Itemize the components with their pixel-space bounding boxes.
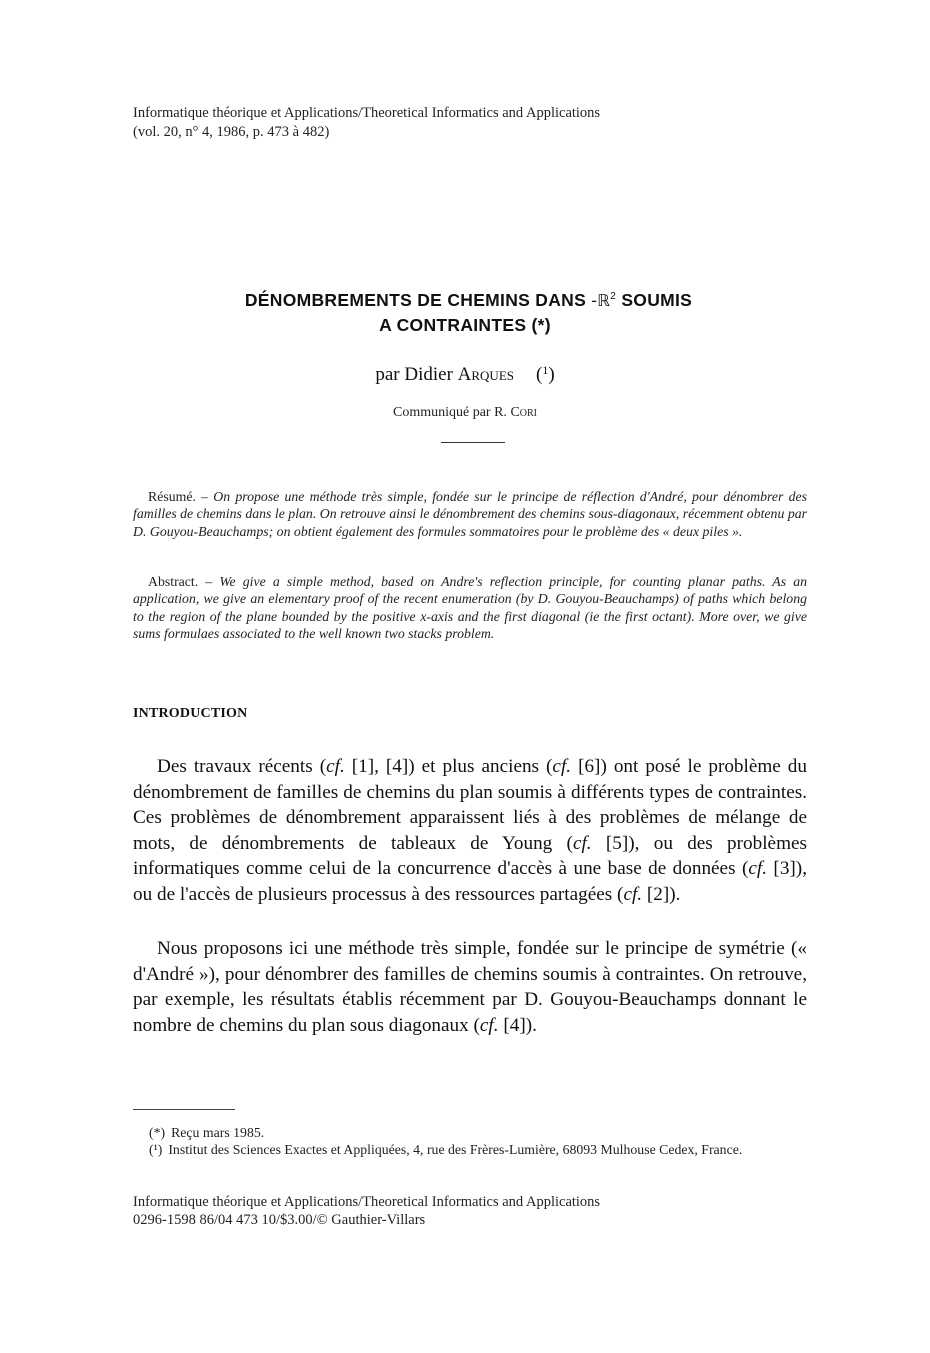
footer-issn-line: 0296-1598 86/04 473 10/$3.00/© Gauthier-Villars xyxy=(133,1212,426,1228)
author-footnote-mark xyxy=(536,364,555,385)
real-plane-symbol: -ℝ xyxy=(591,291,611,310)
footnote-received xyxy=(133,1124,807,1141)
footnote-text: Reçu mars 1985. xyxy=(171,1125,265,1140)
abstract-paragraph xyxy=(133,573,807,642)
journal-header xyxy=(133,104,813,142)
cf-abbrev: cf. xyxy=(552,756,572,777)
title-line-1 xyxy=(0,285,930,313)
resume-text: On propose une méthode très simple, fondée sur le principe de réflection d'André, pour dénombrer des familles de chemins dans le plan. On retrouve ainsi le dénombrement des chemins sous-diagonaux, récemment obtenu par D. Gouyou-Beauchamps; on obtient également des formules sommatoires pour le problème des « deux piles ». xyxy=(133,489,807,539)
communicated-name: Cori xyxy=(510,405,537,420)
resume-paragraph xyxy=(133,488,807,540)
paper-title xyxy=(0,285,930,337)
p1-segment: [1], [4]) et plus anciens ( xyxy=(344,756,553,777)
footnote-mark: (*) xyxy=(149,1125,166,1140)
author-line xyxy=(0,358,930,387)
footnote-affiliation xyxy=(133,1141,807,1158)
cf-abbrev: cf. xyxy=(326,756,345,777)
cf-abbrev: cf. xyxy=(572,832,592,854)
p1-segment: [2]). xyxy=(642,883,681,905)
abstract-lead: Abstract. – xyxy=(148,574,220,589)
real-plane-exponent: 2 xyxy=(610,291,617,302)
p2-segment: [4]). xyxy=(498,1014,537,1036)
footnote-mark: (¹) xyxy=(149,1142,163,1157)
communicated-prefix: Communiqué par R. xyxy=(393,405,511,420)
resume-lead: Résumé. – xyxy=(148,489,214,504)
body-paragraph-1 xyxy=(133,754,807,908)
p1-segment: [5]), ou des problèmes informatiques comme celui de la concurrence d'accès à une base de données ( xyxy=(133,832,807,880)
note-open: ( xyxy=(536,364,543,385)
paragraph-2-text xyxy=(133,936,807,1038)
journal-title-line: Informatique théorique et Applications/Theoretical Informatics and Applications xyxy=(133,105,601,121)
section-heading-introduction: INTRODUCTION xyxy=(133,706,248,721)
title-line-1-text: DÉNOMBREMENTS DE CHEMINS DANS xyxy=(244,290,592,310)
title-line-1-end: SOUMIS xyxy=(616,290,693,310)
cf-abbrev: cf. xyxy=(748,858,768,880)
title-separator-rule xyxy=(441,442,505,443)
paragraph-1-text xyxy=(133,754,807,908)
volume-line: (vol. 20, n° 4, 1986, p. 473 à 482) xyxy=(133,124,330,140)
title-line-2: A CONTRAINTES (*) xyxy=(379,315,551,335)
footer-journal-line: Informatique théorique et Applications/Theoretical Informatics and Applications xyxy=(133,1194,601,1210)
note-close: ) xyxy=(548,364,555,385)
abstract-text: We give a simple method, based on Andre's reflection principle, for counting planar paths. As an application, we give an elementary proof of the recent enumeration (by D. Gouyou-Beauchamps) of paths which belong to the region of the plane bounded by the positive x-axis and the first diagonal (ie the first octant). More over, we give sums formulaes associated to the well known two stacks problem. xyxy=(133,574,807,641)
footnote-text: Institut des Sciences Exactes et Appliquées, 4, rue des Frères-Lumière, 68093 Mulhouse Cedex, France. xyxy=(168,1142,743,1157)
footnote-rule xyxy=(133,1109,235,1110)
communicated-by xyxy=(0,403,930,423)
cf-abbrev: cf. xyxy=(623,883,643,905)
p2-segment: Nous proposons ici une méthode très simple, fondée sur le principe de symétrie (« d'André »), pour dénombrer des familles de chemins soumis à contraintes. On retrouve, par exemple, les résultats établis récemment par D. Gouyou-Beauchamps donnant le nombre de chemins du plan sous diagonaux ( xyxy=(133,938,807,1036)
journal-footer xyxy=(133,1193,813,1229)
body-paragraph-2 xyxy=(133,936,807,1038)
p1-segment: [6]) ont posé le problème du dénombrement de familles de chemins du plan soumis à différents types de contraintes. Ces problèmes de dénombrement apparaissent liés à des problèmes de mélange de mots, de dénombrements de tableaux de Young ( xyxy=(133,756,807,854)
footnotes xyxy=(133,1124,807,1158)
note-number: 1 xyxy=(542,363,549,377)
cf-abbrev: cf. xyxy=(479,1014,499,1036)
p1-segment: [3]), ou de l'accès de plusieurs processus à des ressources partagées ( xyxy=(133,858,807,905)
author-name: Arques xyxy=(457,364,514,385)
author-prefix: par Didier xyxy=(375,364,458,385)
p1-segment: Des travaux récents ( xyxy=(157,756,327,777)
